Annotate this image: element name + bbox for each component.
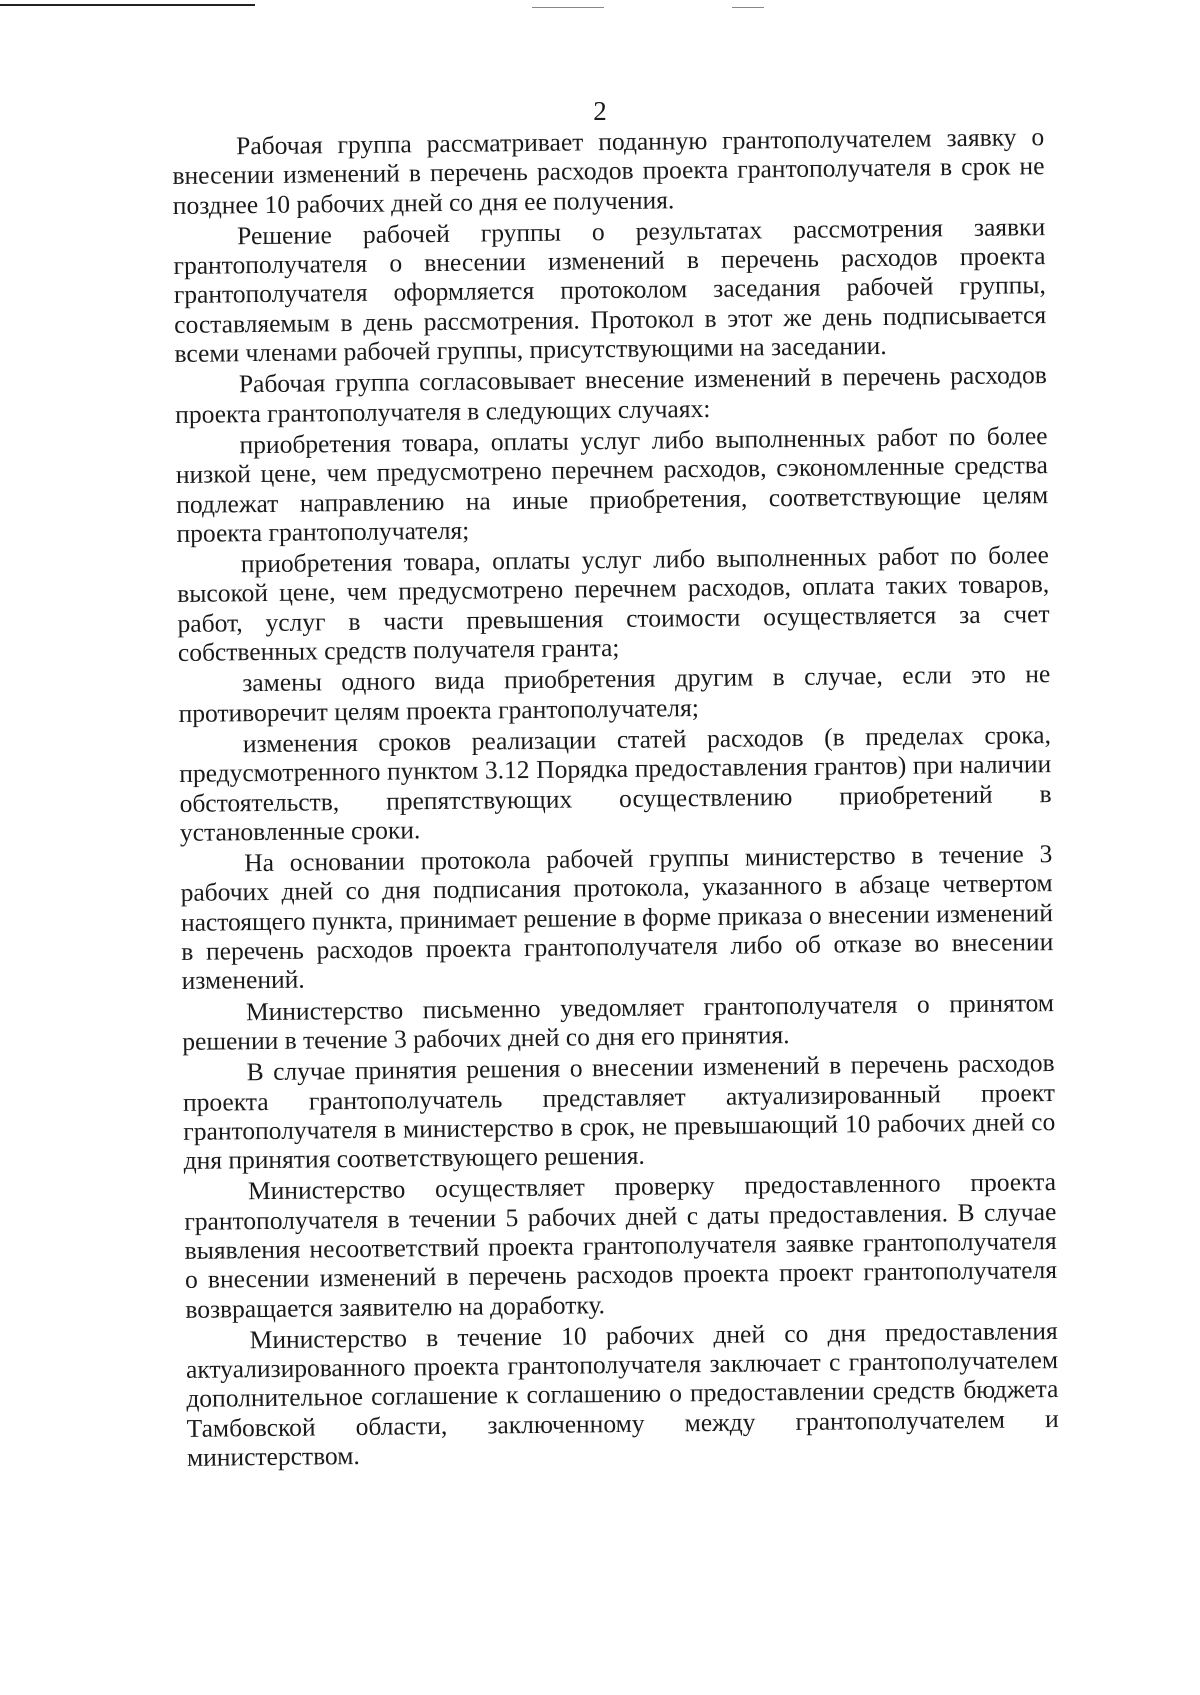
paragraph: Рабочая группа рассматривает поданную грантополучателем заявку о внесении изменений в перечень расходов проекта грантополучателя в срок не позднее 10 рабочих дней со дня ее получения. (172, 122, 1045, 220)
paragraph: Министерство письменно уведомляет грантополучателя о принятом решении в течение 3 рабочих дней со дня его принятия. (182, 987, 1055, 1056)
page-number: 2 (593, 96, 607, 126)
paragraph: В случае принятия решения о внесении изменений в перечень расходов проекта грантополучатель представляет актуализированный проект грантополучателя в министерство в срок, не превышающий 10 рабочих дней со дня принятия соответствующего решения. (182, 1048, 1056, 1176)
list-item: приобретения товара, оплаты услуг либо выполненных работ по более высокой цене, чем предусмотрено перечнем расходов, оплата таких товаров, работ, услуг в части превышения стоимости осуществляется за счет собственных средств получателя гранта; (177, 540, 1050, 668)
list-item: замены одного вида приобретения другим в случае, если это не противоречит целям проекта грантополучателя; (178, 659, 1051, 728)
list-item: изменения сроков реализации статей расходов (в пределах срока, предусмотренного пунктом 3.12 Порядка предоставления грантов) при наличии обстоятельств, препятствующих осуществлению приобретений в установленные сроки. (179, 720, 1052, 847)
scan-edge-mark-center (532, 7, 604, 8)
paragraph: Министерство осуществляет проверку предоставленного проекта грантополучателя в течении 5 рабочих дней с даты предоставления. В случае выявления несоответствий проекта грантополучателя заявке грантополучателя о внесении изменений в перечень расходов проекта проект грантополучателя возвращается заявителю на доработку. (184, 1167, 1058, 1324)
scan-edge-mark-left (0, 4, 255, 6)
paragraph: Министерство в течение 10 рабочих дней со дня предоставления актуализированного проекта грантополучателя заключает с грантополучателем дополнительное соглашение к соглашению о предоставлении средств бюджета Тамбовской области, заключенному между грантополучателем и министерством. (185, 1315, 1059, 1472)
scan-edge-mark-right (732, 7, 764, 8)
document-body (172, 122, 1059, 1474)
paragraph: Рабочая группа согласовывает внесение изменений в перечень расходов проекта грантополучателя в следующих случаях: (175, 360, 1047, 429)
paragraph: На основании протокола рабочей группы министерство в течение 3 рабочих дней со дня подписания протокола, указанного в абзаце четвертом настоящего пункта, принимает решение в форме приказа о внесении изменений в перечень расходов проекта грантополучателя либо об отказе во внесении изменений. (180, 839, 1054, 996)
paragraph: Решение рабочей группы о результатах рассмотрения заявки грантополучателя о внесении изменений в перечень расходов проекта грантополучателя оформляется протоколом заседания рабочей группы, составляемым в день рассмотрения. Протокол в этот же день подписывается всеми членами рабочей группы, присутствующими на заседании. (173, 211, 1047, 369)
list-item: приобретения товара, оплаты услуг либо выполненных работ по более низкой цене, чем предусмотрено перечнем расходов, сэкономленные средства подлежат направлению на иные приобретения, соответствующие целям проекта грантополучателя; (175, 421, 1049, 548)
